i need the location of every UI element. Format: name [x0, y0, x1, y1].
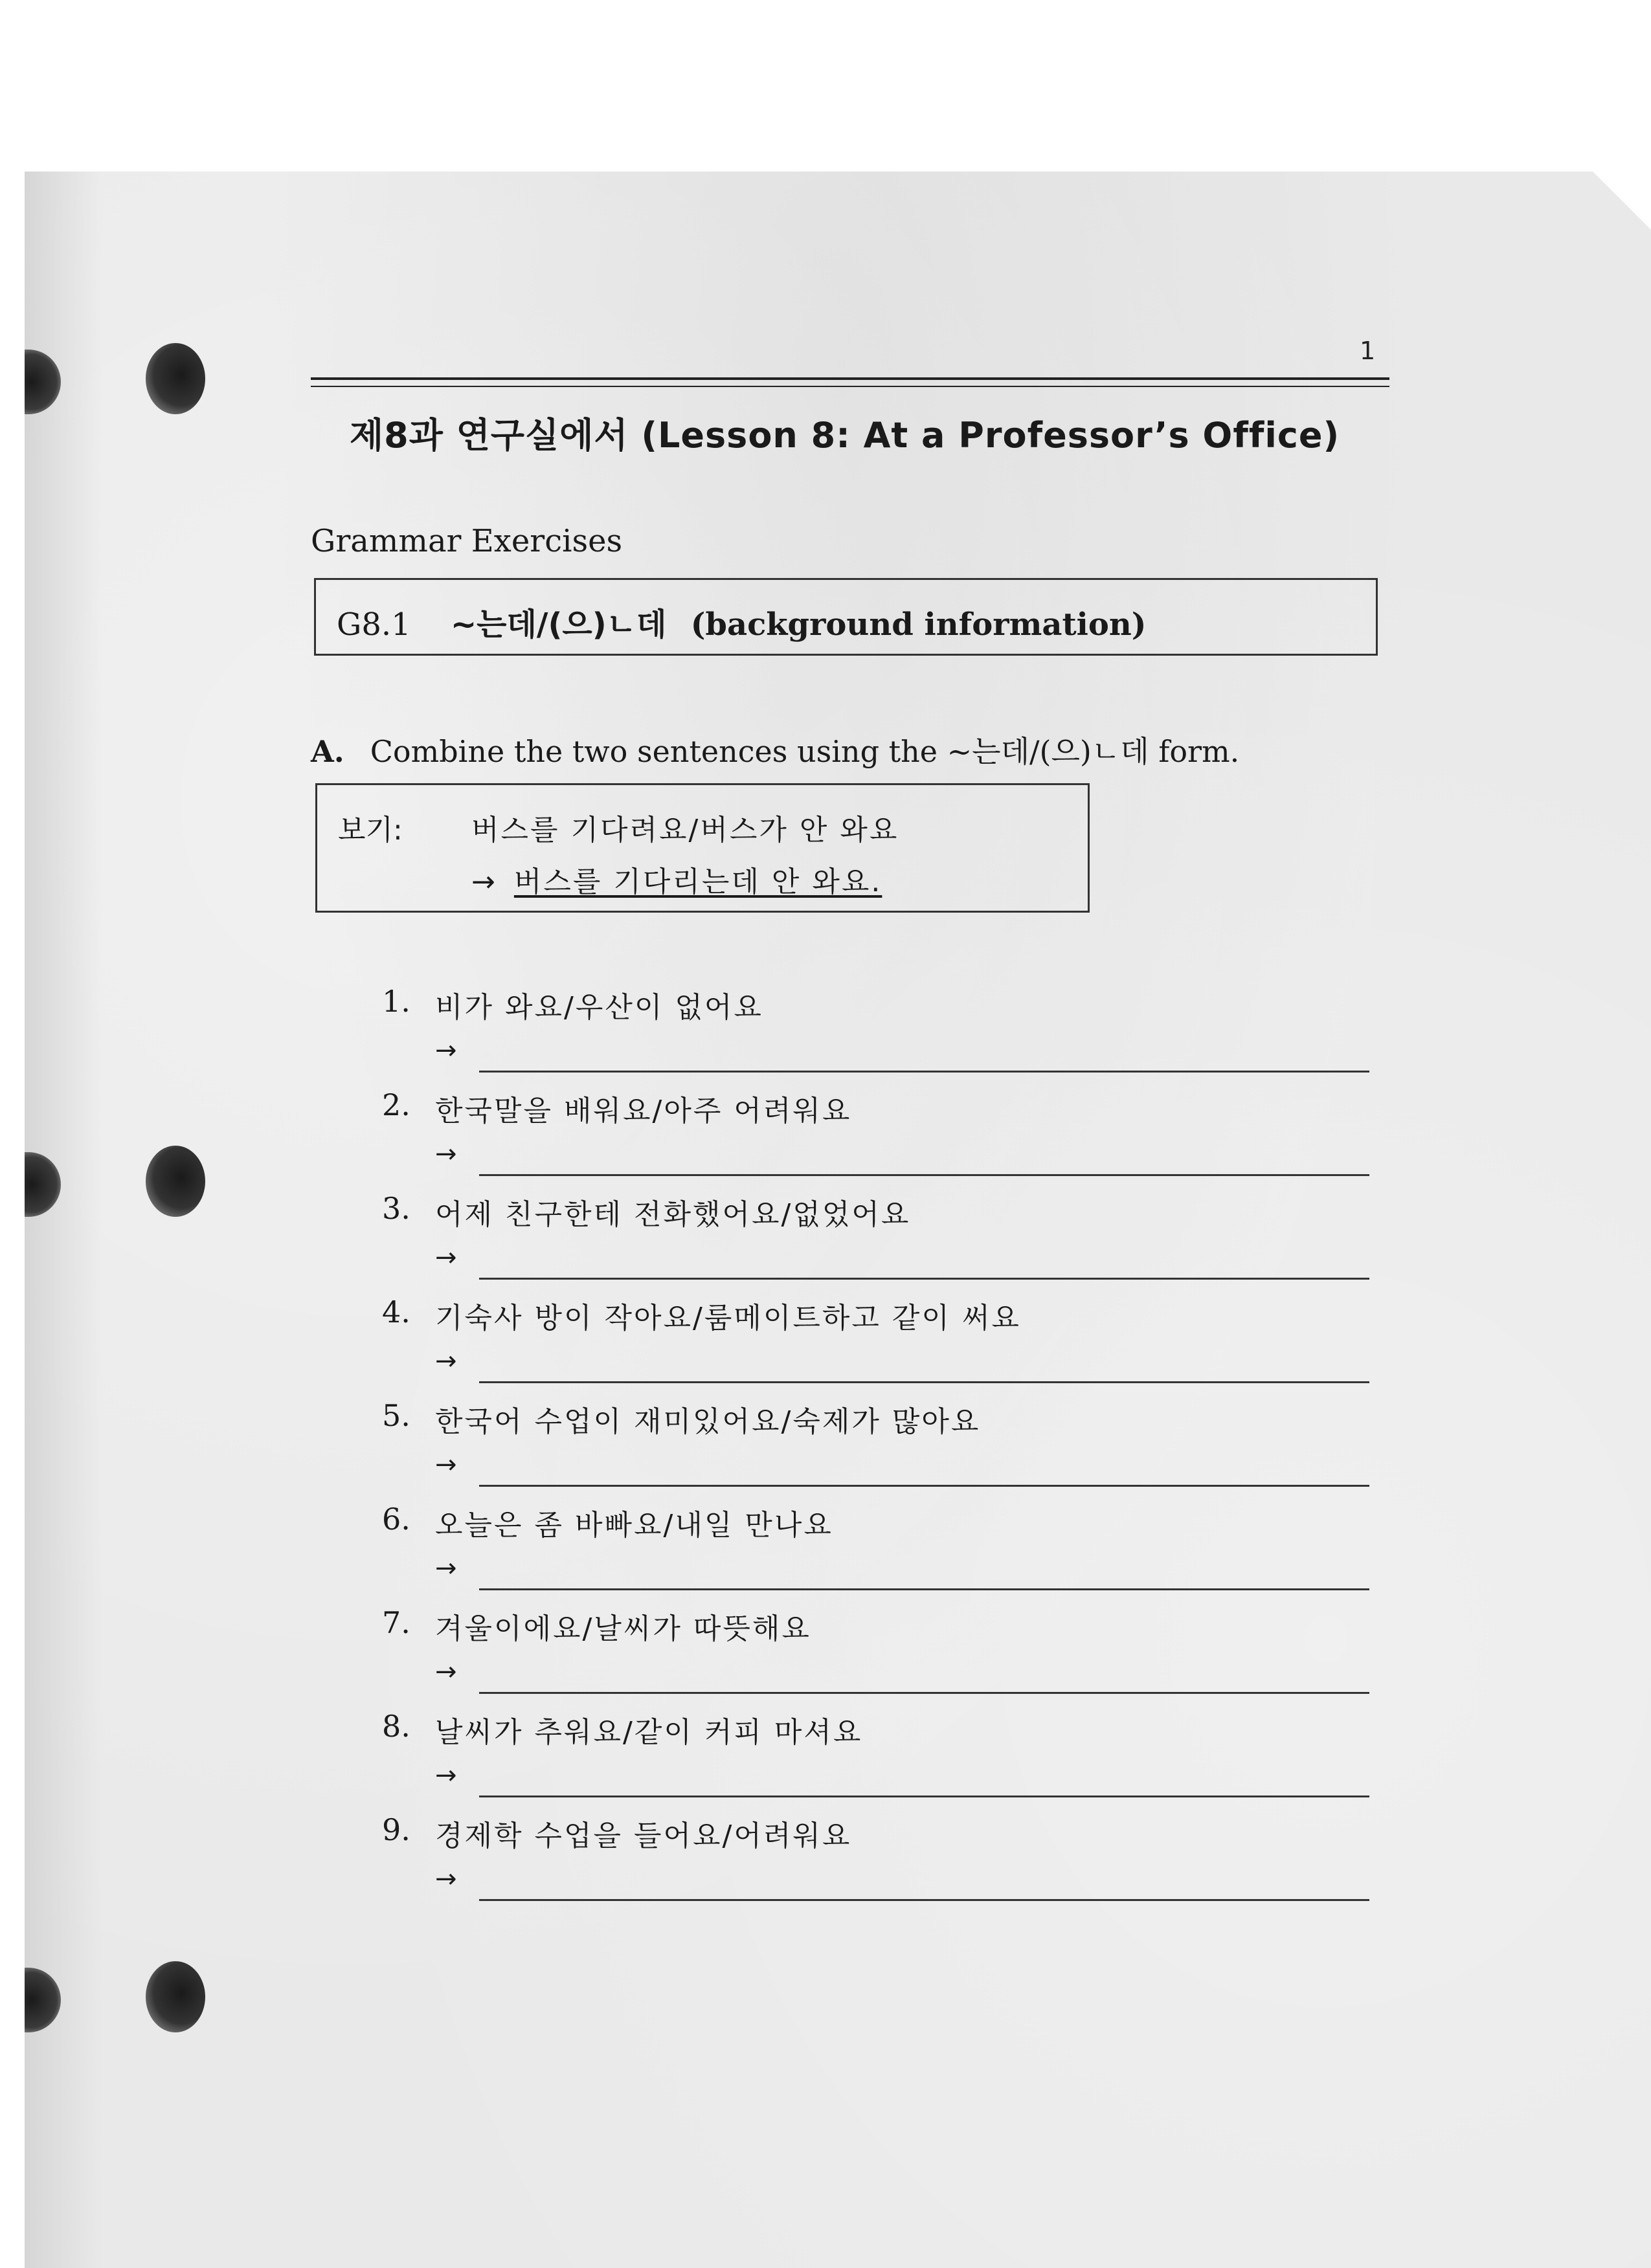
punch-hole-bottom — [146, 1961, 205, 2032]
exercise-letter: A. — [311, 734, 344, 769]
item-prompt: 날씨가 추워요/같이 커피 마셔요 — [435, 1716, 863, 1749]
item-prompt: 비가 와요/우산이 없어요 — [435, 991, 763, 1024]
answer-blank-line[interactable] — [479, 1796, 1369, 1797]
item-number: 5. — [382, 1398, 410, 1433]
answer-blank-line[interactable] — [479, 1381, 1369, 1383]
arrow-icon: → — [435, 1761, 457, 1790]
folded-corner — [1593, 172, 1651, 230]
exercise-item — [382, 1398, 1379, 1502]
grammar-code: G8.1 — [337, 606, 411, 643]
answer-blank-line[interactable] — [479, 1588, 1369, 1590]
item-number: 1. — [382, 984, 410, 1019]
item-number: 8. — [382, 1709, 410, 1744]
section-heading: Grammar Exercises — [311, 523, 623, 559]
item-number: 7. — [382, 1605, 410, 1640]
instruction-text: Combine the two sentences using the ~는데/(으)ㄴ데 form. — [370, 734, 1240, 769]
header-rule-thin — [311, 386, 1389, 387]
example-prompt: 버스를 기다려요/버스가 안 와요 — [471, 814, 899, 847]
item-prompt: 한국말을 배워요/아주 어려워요 — [435, 1095, 852, 1128]
item-number: 9. — [382, 1812, 410, 1847]
exercise-item — [382, 984, 1379, 1087]
grammar-pattern: ~는데/(으)ㄴ데 — [450, 606, 667, 643]
answer-blank-line[interactable] — [479, 1071, 1369, 1073]
exercise-instruction — [311, 728, 1386, 771]
answer-blank-line[interactable] — [479, 1692, 1369, 1694]
exercise-item — [382, 1295, 1379, 1398]
arrow-icon: → — [435, 1864, 457, 1894]
punch-hole-top — [146, 343, 205, 414]
header-rule-thick — [311, 377, 1389, 380]
exercise-item — [382, 1191, 1379, 1295]
arrow-icon: → — [435, 1139, 457, 1169]
grammar-point — [337, 599, 1147, 644]
arrow-icon: → — [471, 865, 497, 898]
exercise-item — [382, 1812, 1379, 1916]
item-prompt: 겨울이에요/날씨가 따뜻해요 — [435, 1612, 811, 1645]
answer-blank-line[interactable] — [479, 1485, 1369, 1487]
punch-hole-middle — [146, 1146, 205, 1217]
arrow-icon: → — [435, 1346, 457, 1376]
lesson-title: 제8과 연구실에서 (Lesson 8: At a Professor’s Office) — [350, 415, 1340, 456]
exercise-item — [382, 1502, 1379, 1605]
example-answer — [471, 858, 882, 900]
arrow-icon: → — [435, 1243, 457, 1273]
item-prompt: 경제학 수업을 들어요/어려워요 — [435, 1819, 852, 1852]
item-prompt: 한국어 수업이 재미있어요/숙제가 많아요 — [435, 1405, 981, 1438]
arrow-icon: → — [435, 1657, 457, 1687]
example-label: 보기: — [338, 814, 403, 847]
item-prompt: 오늘은 좀 바빠요/내일 만나요 — [435, 1509, 833, 1542]
page-number: 1 — [1360, 337, 1376, 365]
item-prompt: 어제 친구한테 전화했어요/없었어요 — [435, 1198, 911, 1231]
exercise-list — [382, 984, 1379, 1916]
arrow-icon: → — [435, 1036, 457, 1065]
arrow-icon: → — [435, 1450, 457, 1480]
example-answer-text: 버스를 기다리는데 안 와요. — [513, 865, 882, 898]
exercise-item — [382, 1709, 1379, 1812]
item-number: 4. — [382, 1295, 410, 1329]
paper-shadow-edge — [25, 172, 102, 2268]
item-number: 2. — [382, 1087, 410, 1122]
arrow-icon: → — [435, 1553, 457, 1583]
answer-blank-line[interactable] — [479, 1278, 1369, 1280]
item-number: 3. — [382, 1191, 410, 1226]
grammar-description: (background information) — [690, 606, 1147, 643]
exercise-item — [382, 1087, 1379, 1191]
answer-blank-line[interactable] — [479, 1174, 1369, 1176]
answer-blank-line[interactable] — [479, 1899, 1369, 1901]
item-number: 6. — [382, 1502, 410, 1537]
exercise-item — [382, 1605, 1379, 1709]
item-prompt: 기숙사 방이 작아요/룸메이트하고 같이 써요 — [435, 1302, 1021, 1335]
